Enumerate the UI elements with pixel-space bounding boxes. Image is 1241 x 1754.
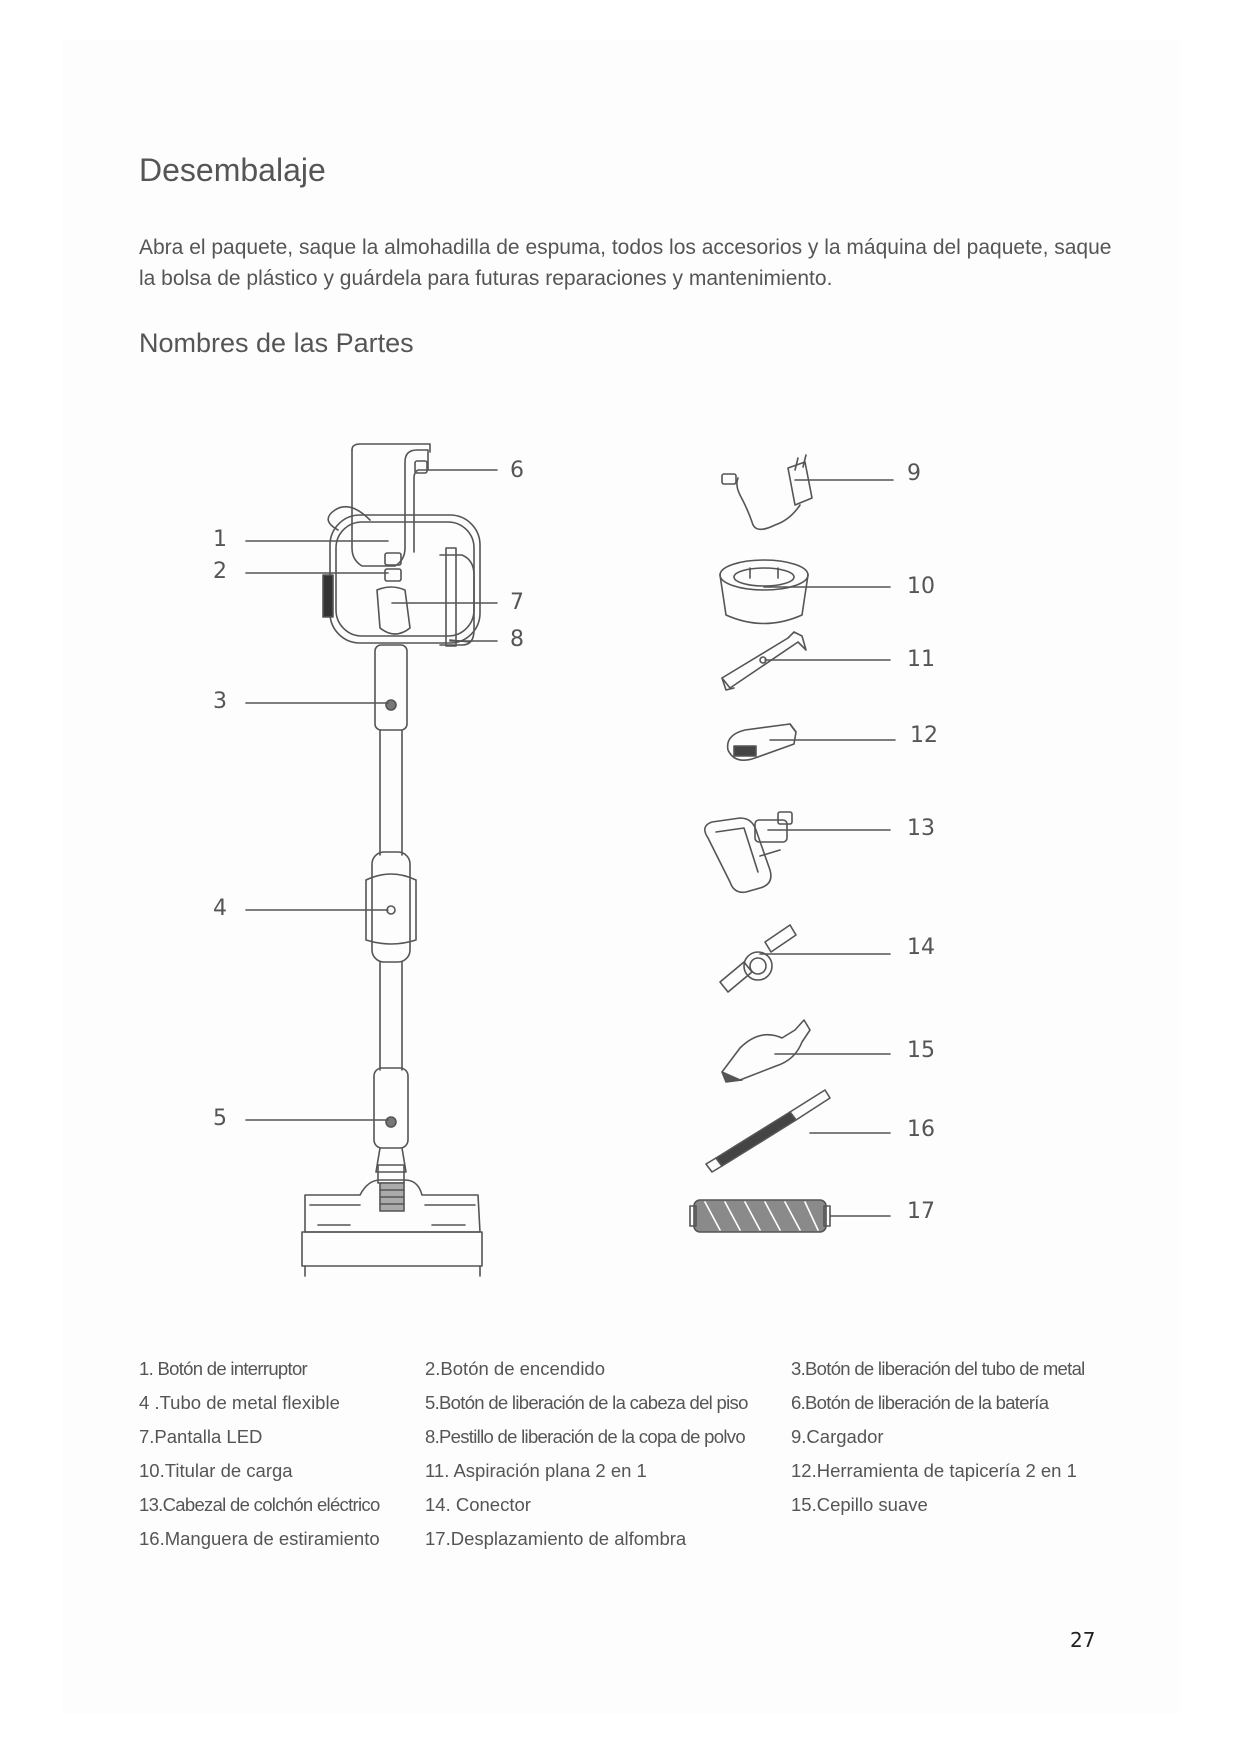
charger-illustration — [722, 455, 893, 529]
soft-brush-illustration — [722, 1020, 890, 1082]
legend-row — [139, 1488, 1149, 1522]
callout-16: 16 — [907, 1117, 935, 1142]
legend-item: 2.Botón de encendido — [425, 1358, 606, 1379]
stretch-hose-illustration — [706, 1090, 890, 1172]
connector-illustration — [720, 925, 890, 992]
legend-item: 5.Botón de liberación de la cabeza del piso — [425, 1392, 748, 1413]
callout-7: 7 — [510, 590, 524, 615]
callout-6: 6 — [510, 458, 524, 483]
legend-item: 12.Herramienta de tapicería 2 en 1 — [791, 1460, 1077, 1481]
legend-item: 13.Cabezal de colchón eléctrico — [139, 1494, 380, 1515]
mattress-head-illustration — [705, 812, 890, 892]
legend-item: 11. Aspiración plana 2 en 1 — [425, 1460, 647, 1481]
callout-10: 10 — [907, 574, 935, 599]
upholstery-tool-illustration — [728, 724, 895, 760]
legend-row — [139, 1386, 1149, 1420]
legend-item: 14. Conector — [425, 1494, 531, 1515]
legend-item: 6.Botón de liberación de la batería — [791, 1392, 1049, 1413]
page-title: Desembalaje — [139, 152, 326, 188]
legend-item: 15.Cepillo suave — [791, 1494, 928, 1515]
legend-item: 3.Botón de liberación del tubo de metal — [791, 1358, 1085, 1379]
callout-12: 12 — [910, 723, 938, 748]
callout-13: 13 — [907, 816, 935, 841]
callout-3: 3 — [213, 689, 227, 714]
callout-5: 5 — [213, 1106, 227, 1131]
legend-row — [139, 1420, 1149, 1454]
legend-item: 8.Pestillo de liberación de la copa de polvo — [425, 1426, 745, 1447]
legend-row — [139, 1352, 1149, 1386]
callout-2: 2 — [213, 559, 227, 584]
parts-legend — [139, 1352, 1149, 1556]
legend-item: 1. Botón de interruptor — [139, 1358, 307, 1379]
callout-4: 4 — [213, 896, 227, 921]
legend-row — [139, 1454, 1149, 1488]
vacuum-main-illustration — [302, 444, 482, 1276]
charging-stand-illustration — [720, 560, 890, 624]
callout-14: 14 — [907, 935, 935, 960]
callout-1: 1 — [213, 527, 227, 552]
callout-17: 17 — [907, 1199, 935, 1224]
callout-11: 11 — [907, 647, 935, 672]
callout-8: 8 — [510, 627, 524, 652]
callout-15: 15 — [907, 1038, 935, 1063]
legend-item: 7.Pantalla LED — [139, 1426, 263, 1447]
legend-item: 4 .Tubo de metal flexible — [139, 1392, 340, 1413]
carpet-roller-illustration — [690, 1200, 890, 1232]
section-subtitle: Nombres de las Partes — [139, 328, 414, 358]
legend-row — [139, 1522, 1149, 1556]
legend-item: 16.Manguera de estiramiento — [139, 1528, 380, 1549]
legend-item: 17.Desplazamiento de alfombra — [425, 1528, 687, 1549]
page-number: 27 — [1070, 1628, 1096, 1652]
crevice-tool-illustration — [722, 632, 890, 690]
legend-item: 10.Titular de carga — [139, 1460, 293, 1481]
callout-9: 9 — [907, 461, 921, 486]
intro-paragraph: Abra el paquete, saque la almohadilla de espuma, todos los accesorios y la máquina del paquete, saque la bolsa de plástico y guárdela para futuras reparaciones y mantenimiento. — [139, 236, 1112, 290]
legend-item: 9.Cargador — [791, 1426, 884, 1447]
